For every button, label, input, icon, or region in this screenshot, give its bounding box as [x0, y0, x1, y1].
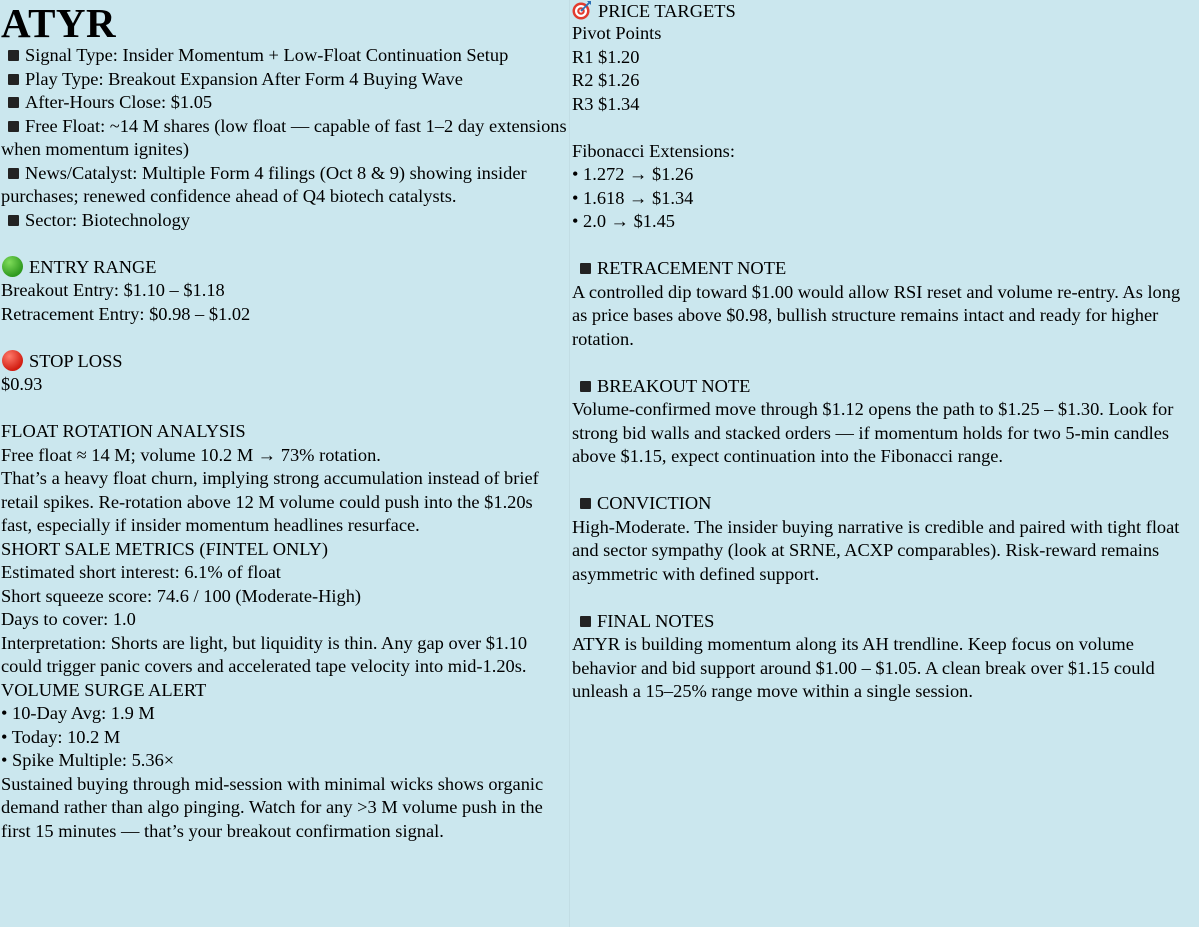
days-to-cover: Days to cover: 1.0	[1, 609, 136, 629]
final-notes-heading: FINAL NOTES	[572, 610, 1197, 634]
square-bullet-icon	[580, 498, 591, 509]
fib-heading: Fibonacci Extensions:	[572, 140, 735, 161]
ticker-title: ATYR	[1, 0, 117, 46]
fib-1272: • 1.272 → $1.26	[572, 164, 694, 184]
float-rotation-heading: FLOAT ROTATION ANALYSIS	[1, 421, 246, 441]
setup-sector: Sector: Biotechnology	[1, 209, 568, 233]
right-column	[572, 0, 1197, 704]
square-bullet-icon	[8, 97, 19, 108]
breakout-entry: Breakout Entry: $1.10 – $1.18	[1, 280, 225, 300]
stop-value: $0.93	[1, 374, 43, 394]
square-bullet-icon	[8, 50, 19, 61]
fib-2: • 2.0 → $1.45	[572, 211, 675, 231]
short-squeeze-score: Short squeeze score: 74.6 / 100 (Moderate-High)	[1, 585, 362, 606]
column-divider	[569, 0, 570, 927]
pivot-points-heading: Pivot Points	[572, 23, 662, 43]
pivot-r3: R3 $1.34	[572, 93, 640, 114]
fib-1618: • 1.618 → $1.34	[572, 187, 694, 208]
breakout-note-heading: BREAKOUT NOTE	[572, 375, 1197, 399]
retracement-note-text: A controlled dip toward $1.00 would allow RSI reset and volume re-entry. As long as price bases above $0.98, bullish structure remains intact and ready for higher rotation.	[572, 281, 1181, 349]
square-bullet-icon	[580, 381, 591, 392]
setup-free-float: Free Float: ~14 M shares (low float — capable of fast 1–2 day extensions when momentum ignites)	[1, 115, 567, 159]
volume-today: • Today: 10.2 M	[1, 726, 121, 747]
breakout-note-text: Volume-confirmed move through $1.12 opens the path to $1.25 – $1.30. Look for strong bid walls and stacked orders — if momentum holds for two 5-min candles above $1.15, expect continuation into the Fibonacci range.	[572, 399, 1174, 466]
short-sale-heading: SHORT SALE METRICS (FINTEL ONLY)	[1, 538, 329, 559]
setup-signal-type: Signal Type: Insider Momentum + Low-Float Continuation Setup	[1, 44, 568, 68]
square-bullet-icon	[580, 616, 591, 627]
square-bullet-icon	[580, 263, 591, 274]
retracement-entry: Retracement Entry: $0.98 – $1.02	[1, 303, 251, 324]
setup-play-type: Play Type: Breakout Expansion After Form 4 Buying Wave	[1, 68, 568, 92]
conviction-text: High-Moderate. The insider buying narrative is credible and paired with tight float and sector sympathy (look at SRNE, ACXP comparables). Risk-reward remains asymmetric with defined support.	[572, 516, 1180, 584]
stop-heading: STOP LOSS	[1, 350, 568, 374]
square-bullet-icon	[8, 74, 19, 85]
volume-avg: • 10-Day Avg: 1.9 M	[1, 703, 155, 723]
volume-heading: VOLUME SURGE ALERT	[1, 679, 207, 700]
pivot-r2: R2 $1.26	[572, 70, 640, 90]
square-bullet-icon	[8, 121, 19, 132]
short-interpretation: Interpretation: Shorts are light, but liquidity is thin. Any gap over $1.10 could trigger panic covers and accelerated tape velocity into mid-1.20s.	[1, 632, 528, 676]
volume-text: Sustained buying through mid-session with minimal wicks shows organic demand rather than algo pinging. Watch for any >3 M volume push in the first 15 minutes — that’s your breakout confirmation signal.	[1, 773, 544, 841]
conviction-heading: CONVICTION	[572, 492, 1197, 516]
pivot-r1: R1 $1.20	[572, 46, 640, 67]
setup-ah-close: After-Hours Close: $1.05	[1, 91, 568, 115]
volume-spike: • Spike Multiple: 5.36×	[1, 750, 175, 770]
final-notes-text: ATYR is building momentum along its AH trendline. Keep focus on volume behavior and bid support around $1.00 – $1.05. A clean break over $1.15 could unleash a 15–25% range move within a single session.	[572, 634, 1155, 701]
float-rotation-text: That’s a heavy float churn, implying strong accumulation instead of brief retail spikes. Re-rotation above 12 M volume could push into the $1.20s fast, especially if insider momentum headlines resurface.	[1, 468, 539, 535]
green-circle-icon	[2, 256, 23, 277]
retracement-note-heading: RETRACEMENT NOTE	[572, 257, 1197, 281]
price-targets-heading: PRICE TARGETS	[572, 0, 1197, 22]
setup-news-catalyst: News/Catalyst: Multiple Form 4 filings (Oct 8 & 9) showing insider purchases; renewed confidence ahead of Q4 biotech catalysts.	[1, 162, 527, 206]
target-icon	[572, 0, 592, 20]
square-bullet-icon	[8, 215, 19, 226]
float-rotation-line: Free float ≈ 14 M; volume 10.2 M → 73% rotation.	[1, 444, 381, 465]
red-circle-icon	[2, 350, 23, 371]
left-column	[1, 0, 568, 843]
short-interest: Estimated short interest: 6.1% of float	[1, 562, 281, 582]
square-bullet-icon	[8, 168, 19, 179]
entry-heading: ENTRY RANGE	[1, 256, 568, 280]
